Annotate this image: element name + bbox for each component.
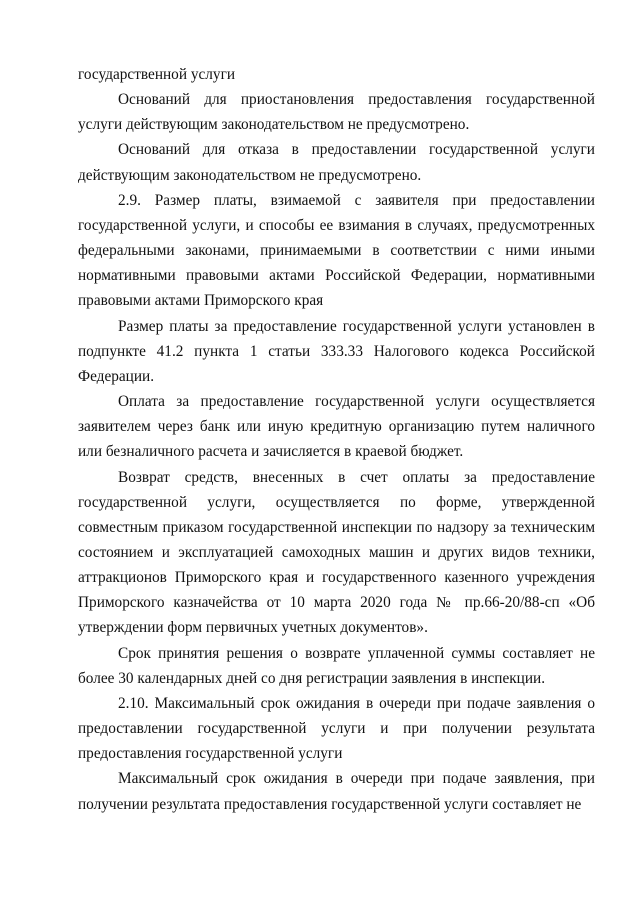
paragraph-payment-method: Оплата за предоставление государственной услуги осуществляется заявителем через банк или иную кредитную организацию путем наличного или безналичного расчета и зачисляется в краевой бюджет. — [78, 393, 595, 461]
section-2-9-heading: 2.9. Размер платы, взимаемой с заявителя при предоставлении государственной услуги, и способы ее взимания в случаях, предусмотренных федеральными законами, принимаемыми в соответствии с ними иными нормативными правовыми актами Российской Федерации, нормативными правовыми актами Приморского края — [78, 191, 595, 310]
section-2-10-heading: 2.10. Максимальный срок ожидания в очереди при подаче заявления о предоставлении государственной услуги и при получении результата предоставления государственной услуги — [78, 694, 595, 763]
paragraph-suspension-grounds: Оснований для приостановления предоставления государственной услуги действующим законодательством не предусмотрено. — [78, 91, 595, 134]
paragraph-refusal-grounds: Оснований для отказа в предоставлении государственной услуги действующим законодательством не предусмотрено. — [78, 141, 595, 184]
paragraph-refund-procedure: Возврат средств, внесенных в счет оплаты за предоставление государственной услуги, осуществляется по форме, утвержденной совместным приказом государственной инспекции по надзору за техническим состоянием и эксплуатацией самоходных машин и других видов техники, аттракционов Приморского края и государственного казенного учреждения Приморского казначейства от 10 марта 2020 года № пр.66-20/88-сп «Об утверждении форм первичных учетных документов». — [78, 468, 595, 637]
paragraph-fee-amount: Размер платы за предоставление государственной услуги установлен в подпункте 41.2 пункта 1 статьи 333.33 Налогового кодекса Российской Федерации. — [78, 317, 595, 385]
paragraph-queue-time: Максимальный срок ожидания в очереди при подаче заявления, при получении результата предоставления государственной услуги составляет не — [78, 770, 595, 813]
document-body — [78, 62, 595, 817]
paragraph-continuation: государственной услуги — [78, 66, 236, 83]
paragraph-refund-deadline: Срок принятия решения о возврате уплаченной суммы составляет не более 30 календарных дней со дня регистрации заявления в инспекции. — [78, 644, 595, 687]
